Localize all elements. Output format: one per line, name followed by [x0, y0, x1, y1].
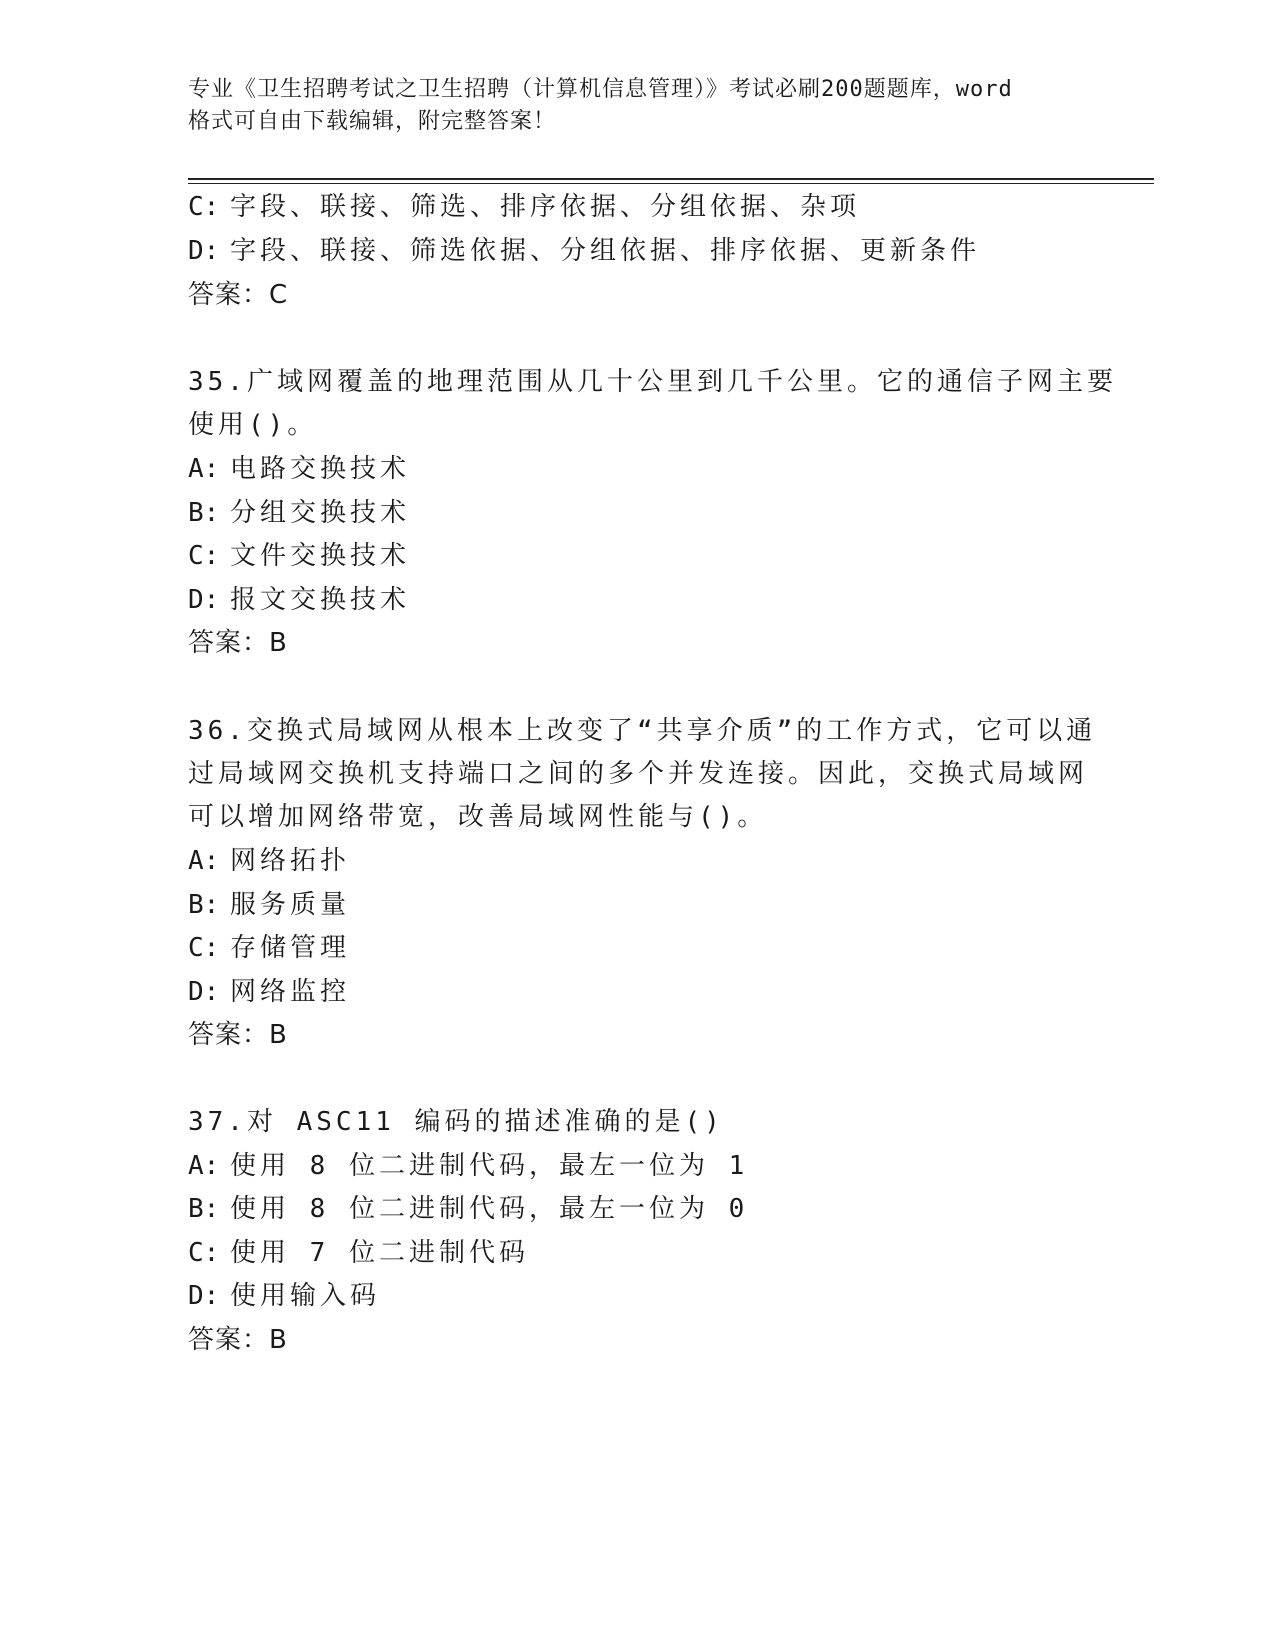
option-label: D:	[188, 236, 220, 266]
option-line	[188, 1149, 748, 1183]
option-text: 电路交换技术	[230, 454, 411, 484]
option-label: C:	[188, 1238, 220, 1268]
option-label: C:	[188, 541, 220, 571]
option-text: 使用 8 位二进制代码，最左一位为 0	[230, 1194, 749, 1224]
question-stem: 可以增加网络带宽，改善局域网性能与()。	[188, 802, 768, 832]
option-line	[188, 539, 410, 573]
option-label: A:	[188, 1151, 220, 1181]
option-label: A:	[188, 454, 220, 484]
option-line	[188, 1236, 529, 1270]
header-line-1: 专业《卫生招聘考试之卫生招聘（计算机信息管理）》考试必刷200题题库，word	[188, 77, 1013, 102]
option-text: 服务质量	[230, 890, 351, 920]
option-label: C:	[188, 933, 220, 963]
answer-line: 答案：C	[188, 280, 289, 310]
option-label: A:	[188, 846, 220, 876]
option-text: 报文交换技术	[230, 585, 411, 615]
option-text: 网络监控	[230, 977, 351, 1007]
option-label: B:	[188, 1194, 220, 1224]
option-line	[188, 496, 410, 530]
option-line	[188, 1192, 748, 1226]
option-text: 字段、联接、筛选、排序依据、分组依据、杂项	[230, 192, 861, 222]
option-label: C:	[188, 192, 220, 222]
option-text: 使用 8 位二进制代码，最左一位为 1	[230, 1151, 749, 1181]
option-line	[188, 931, 350, 965]
option-label: D:	[188, 977, 220, 1007]
option-text: 文件交换技术	[230, 541, 411, 571]
answer-line: 答案：B	[188, 1325, 288, 1355]
question-stem: 35.广域网覆盖的地理范围从几十公里到几千公里。它的通信子网主要	[188, 367, 1117, 397]
option-text: 分组交换技术	[230, 498, 411, 528]
answer-line: 答案：B	[188, 628, 288, 658]
option-text: 使用输入码	[230, 1281, 381, 1311]
question-stem: 使用()。	[188, 410, 318, 440]
document-header	[188, 74, 1088, 138]
option-label: D:	[188, 1281, 220, 1311]
option-label: D:	[188, 585, 220, 615]
option-text: 存储管理	[230, 933, 351, 963]
question-stem: 36.交换式局域网从根本上改变了“共享介质”的工作方式，它可以通	[188, 716, 1097, 746]
header-line-2: 格式可自由下载编辑，附完整答案！	[188, 109, 557, 134]
option-line	[188, 452, 410, 486]
question-stem: 37.对 ASC11 编码的描述准确的是()	[188, 1107, 724, 1137]
option-line	[188, 583, 410, 617]
option-text: 字段、联接、筛选依据、分组依据、排序依据、更新条件	[230, 236, 981, 266]
answer-line: 答案：B	[188, 1020, 288, 1050]
option-text: 使用 7 位二进制代码	[230, 1238, 529, 1268]
header-rule-thick	[188, 178, 1154, 180]
option-label: B:	[188, 890, 220, 920]
option-line	[188, 975, 350, 1009]
option-label: B:	[188, 498, 220, 528]
option-line	[188, 888, 350, 922]
option-line	[188, 1279, 380, 1313]
option-line	[188, 844, 350, 878]
header-rule-thin	[188, 183, 1154, 184]
option-line	[188, 190, 860, 224]
option-text: 网络拓扑	[230, 846, 351, 876]
option-line	[188, 234, 980, 268]
question-stem: 过局域网交换机支持端口之间的多个并发连接。因此，交换式局域网	[188, 759, 1089, 789]
